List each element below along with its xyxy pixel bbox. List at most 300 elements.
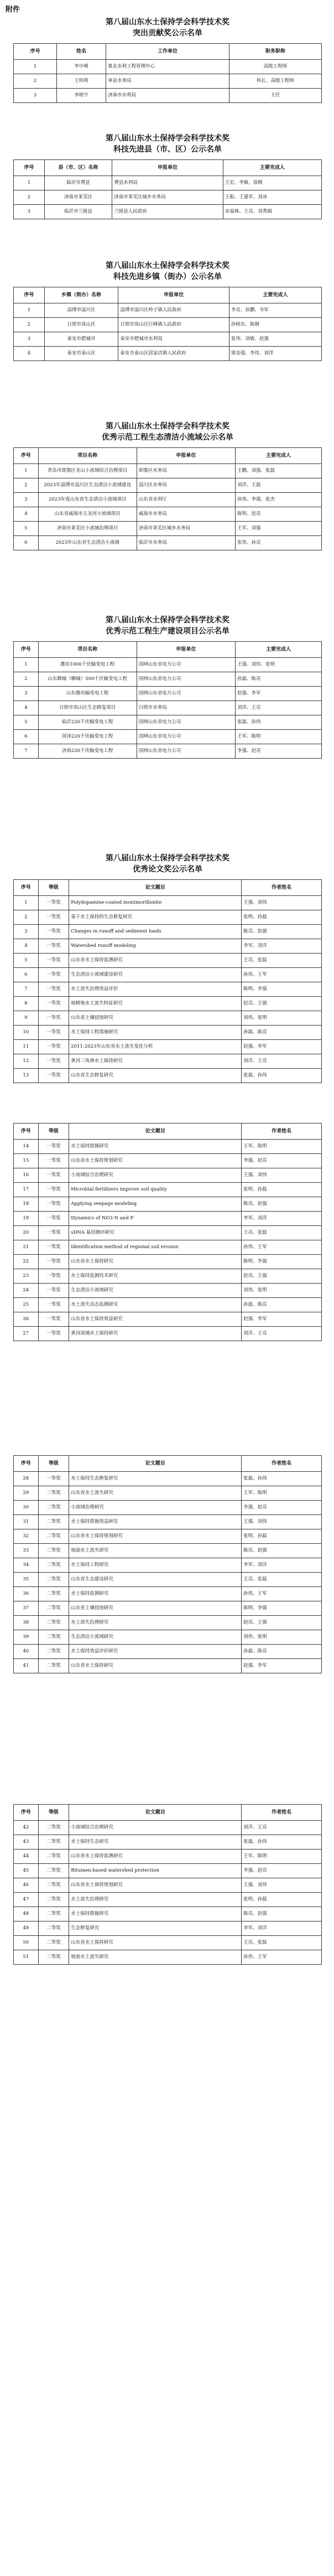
column-header: 主要完成人 [236,448,322,464]
table-cell: 二等奖 [38,1616,69,1630]
table-header-row [14,448,322,464]
table-row [14,1269,322,1284]
table-cell: 威海市水务局 [137,507,235,522]
table-cell: 水土流失治理研究 [69,1893,242,1907]
table-cell: 张磊、孙伟 [236,715,322,730]
list-table [13,1804,322,1965]
list-table [13,641,322,759]
table-cell: 二等奖 [38,1950,69,1965]
table-row [14,715,322,730]
table-row [14,176,322,190]
table-cell: 一等奖 [38,1269,69,1284]
section-title: 突出贡献奖公示名单 [133,29,202,38]
table-cell: 孙磊、陈亮 [242,1645,322,1659]
table-row [14,464,322,478]
table-cell: 二等奖 [38,1486,69,1501]
column-header: 申报单位 [112,160,223,176]
table-row [14,1298,322,1312]
table-cell: 山东省水土保持效益研究 [69,1312,242,1327]
table-cell: 23 [14,1269,39,1284]
table-cell: 淄川区水务局 [137,478,235,493]
table-header-row [14,1805,322,1821]
table-cell: 二等奖 [38,1659,69,1673]
table-cell: 水土保持工程措施研究 [69,1026,242,1040]
table-cell: 国网山东省电力公司 [137,687,235,701]
table-cell: 46 [14,1878,39,1893]
table-cell: 水土保持监测技术研究 [69,1269,242,1284]
table-cell: 16 [14,1168,39,1183]
table-cell: 一等奖 [38,1168,69,1183]
table-row [14,507,322,522]
table-cell: 一等奖 [38,1011,69,1026]
table-row [14,205,322,219]
table-cell: 王军、陈明 [236,730,322,744]
table-cell: 山东省水利厅 [137,493,235,507]
table-header-row [14,1456,322,1472]
table-cell: 12 [14,1054,39,1069]
table-header-row [14,880,322,896]
table-cell: 刘洋、王亮 [242,1821,322,1835]
table-cell: 一等奖 [38,968,69,982]
table-cell: 5 [14,715,39,730]
table-cell: 8 [14,997,39,1011]
table-cell: 刘洋、王亮 [242,1054,322,1069]
column-header: 序号 [14,1456,39,1472]
section-title: 第八届山东水土保持学会科学技术奖 [106,18,229,27]
table-cell: 水土保持措施效益研究 [69,1515,242,1529]
table-cell: 22 [14,1255,39,1269]
table-cell: 1 [14,896,39,910]
table-cell: 山东省水土流失研究 [69,1486,242,1501]
table-cell: 泰安市泰山区邱家店镇人民政府 [118,347,229,361]
table-cell: 一等奖 [38,997,69,1011]
list-table [13,287,322,361]
table-cell: 坡耕地水土流失特征研究 [69,997,242,1011]
table-cell: 17 [14,1183,39,1197]
table-row [14,1486,322,1501]
table-cell: 赵亮、王强 [242,997,322,1011]
table-cell: 42 [14,1821,39,1835]
table-row [14,1835,322,1849]
table-cell: 陈明、李强 [242,982,322,997]
column-header: 论文题目 [69,1124,242,1140]
column-header: 主要完成人 [223,160,321,176]
table-row [14,1907,322,1921]
table-cell: 51 [14,1950,39,1965]
table-header-row [14,287,322,303]
table-cell: 一等奖 [38,1026,69,1040]
column-header: 姓名 [56,44,106,60]
list-table [13,43,322,103]
table-cell: Applying seepage modeling [69,1197,242,1212]
table-cell: 张磊、孙伟 [242,1069,322,1083]
table-cell: 张磊、孙伟 [242,1835,322,1849]
column-header: 申报单位 [137,642,235,658]
table-cell: 孙伟、王军 [242,968,322,982]
table-cell: Dynamics of NO3-N and P [69,1212,242,1226]
section-clean-watershed [13,421,322,550]
table-cell: 二等奖 [38,1835,69,1849]
table-row [14,1168,322,1183]
table-cell: 31 [14,1515,39,1529]
section-title: 优秀示范工程生产建设项目公示名单 [106,627,229,636]
table-row [14,968,322,982]
table-header-row [14,1124,322,1140]
table-cell: 生态清洁小流域研究 [69,1284,242,1298]
table-row [14,1601,322,1616]
table-cell: 1 [14,176,45,190]
table-cell: 刘洋、王磊 [236,478,322,493]
table-row [14,910,322,925]
table-cell: 张明、孙磊 [242,1893,322,1907]
table-row [14,701,322,715]
table-cell: 李军、刘洋 [242,1921,322,1936]
table-cell: 40 [14,1645,39,1659]
table-cell: 李晓宇 [56,89,106,103]
table-cell: 1 [14,464,39,478]
table-cell: 4 [14,939,39,954]
table-cell: 泰安市肥城市 [44,332,118,347]
table-row [14,347,322,361]
table-cell: 7 [14,982,39,997]
table-cell: 二等奖 [38,1893,69,1907]
table-cell: 山东省水土保持监测研究 [69,1849,242,1864]
table-cell: 李亮、孙鹏、韦军 [229,303,321,318]
table-cell: 兰陵县人民政府 [112,205,223,219]
table-cell: 25 [14,1298,39,1312]
table-cell: 13 [14,1069,39,1083]
table-cell: 山东省水土保持监测研究 [69,954,242,968]
table-cell: 二等奖 [38,1573,69,1587]
table-row [14,522,322,536]
table-cell: 44 [14,1849,39,1864]
table-cell: 李强、赵亮 [242,1864,322,1878]
table-cell: 日照市岚山区巨峰镇人民政府 [118,318,229,332]
table-cell: 坡面水土流失研究 [69,1950,242,1965]
table-cell: 二等奖 [38,1821,69,1835]
table-cell: 二等奖 [38,1907,69,1921]
table-cell: 一等奖 [38,896,69,910]
table-cell: 王亮、张磊 [242,1226,322,1240]
table-cell: 李强、赵亮 [236,744,322,759]
table-cell: 生态清洁小流域研究 [69,1630,242,1645]
table-cell: 李强、赵亮 [242,1501,322,1515]
table-cell: 王强、刘伟 [242,1878,322,1893]
table-cell: 二等奖 [38,1558,69,1573]
table-cell: 国网山东省电力公司 [137,744,235,759]
table-cell: 一等奖 [38,910,69,925]
table-cell: 生态清洁小流域建设研究 [69,968,242,982]
table-row [14,1312,322,1327]
table-row [14,1645,322,1659]
table-cell: 21 [14,1240,39,1255]
table-cell: 43 [14,1835,39,1849]
section-paper-award-cont-3 [13,1800,322,1965]
table-cell: 29 [14,1486,39,1501]
table-cell: 山东省土壤侵蚀研究 [69,1601,242,1616]
table-row [14,1544,322,1558]
table-cell: 刘伟、张明 [242,1011,322,1026]
table-row [14,1936,322,1950]
table-row [14,1587,322,1601]
table-cell: 6 [14,730,39,744]
table-row [14,332,322,347]
table-row [14,1659,322,1673]
column-header: 县（市、区）名称 [44,160,112,176]
table-row [14,1284,322,1298]
table-cell: 孙伟、李强、张杰 [236,493,322,507]
section-paper-award-cont-1 [13,1119,322,1341]
column-header: 项目名称 [38,642,137,658]
table-row [14,1501,322,1515]
table-cell: 济南市莱芜区城乡水务局 [137,522,235,536]
table-cell: 泰安市泰山区 [44,347,118,361]
column-header: 职务职称 [229,44,321,60]
table-cell: 二等奖 [38,1544,69,1558]
table-cell: 孙晓东、陈刚 [229,318,321,332]
table-cell: 2 [14,478,39,493]
table-cell: 国网山东省电力公司 [137,730,235,744]
section-paper-award [13,853,322,1083]
table-cell: 济南220千伏输变电工程 [38,744,137,759]
table-cell: 小流域治理研究 [69,1501,242,1515]
table-cell: 48 [14,1907,39,1921]
table-cell: 济南市莱芜区小流域治理项目 [38,522,137,536]
column-header: 序号 [14,1805,39,1821]
table-cell: 26 [14,1312,39,1327]
column-header: 序号 [14,44,57,60]
table-cell: 基于水土保持的生态修复研究 [69,910,242,925]
table-cell: 张磊、孙伟 [242,1472,322,1486]
table-cell: 7 [14,744,39,759]
table-cell: 临沂市水务局 [137,536,235,550]
table-cell: 二等奖 [38,1645,69,1659]
table-cell: 山东省水土保持研究 [69,1659,242,1673]
table-cell: 一等奖 [38,925,69,939]
table-cell: 19 [14,1212,39,1226]
table-row [14,1154,322,1168]
table-cell: 陈明、李强 [242,1255,322,1269]
section-title: 第八届山东水土保持学会科学技术奖 [106,854,229,863]
column-header: 等级 [38,880,69,896]
table-cell: 刘伟、张明 [242,1630,322,1645]
table-cell: 一等奖 [38,1040,69,1054]
table-row [14,1226,322,1240]
table-cell: 15 [14,1154,39,1168]
table-cell: 小流域综合治理研究 [69,1821,242,1835]
table-cell: 梁金强、李伟、刘洋 [229,347,321,361]
table-cell: 6 [14,536,39,550]
table-cell: 王鹏、刘强、张磊 [236,464,322,478]
table-cell: 临沂市费县 [44,176,112,190]
table-cell: 5 [14,954,39,968]
table-cell: 王军、陈明 [242,1849,322,1864]
table-cell: 24 [14,1284,39,1298]
table-row [14,896,322,910]
table-row [14,687,322,701]
table-cell: 39 [14,1630,39,1645]
table-cell: 陈亮、赵强 [242,925,322,939]
table-cell: 国网山东省电力公司 [137,658,235,672]
table-row [14,1921,322,1936]
table-cell: 1 [14,658,39,672]
table-cell: 济南市莱芜区城乡水务局 [112,190,223,205]
table-cell: 2023年山东省生态清洁小流域 [38,536,137,550]
table-cell: 王明利 [56,74,106,89]
table-cell: 黄河流域水土保持研究 [69,1327,242,1341]
table-cell: 山东聊城（聊城）500千伏输变电工程 [38,672,137,687]
table-cell: 11 [14,1040,39,1054]
table-cell: 生态修复研究 [69,1921,242,1936]
table-cell: 一等奖 [38,1069,69,1083]
table-cell: 9 [14,1011,39,1026]
table-cell: 小流域综合治理研究 [69,1168,242,1183]
table-row [14,997,322,1011]
table-cell: 青岛市即墨区龙山小流域综合治理项目 [38,464,137,478]
column-header: 乡镇（街办）名称 [44,287,118,303]
table-row [14,74,322,89]
table-row [14,60,322,74]
table-cell: 二等奖 [38,1515,69,1529]
table-row [14,1026,322,1040]
table-cell: 4 [14,347,45,361]
column-header: 序号 [14,160,45,176]
table-cell: 山东潍坊输变电工程 [38,687,137,701]
table-cell: 2 [14,672,39,687]
list-table [13,879,322,1083]
section-advanced-township [13,260,322,361]
table-row [14,939,322,954]
table-cell: 刘洋、王亮 [242,1327,322,1341]
table-cell: 山东省生态修复研究 [69,1069,242,1083]
table-cell: 坡面水土流失研究 [69,1544,242,1558]
table-cell: 赵强、李军 [236,687,322,701]
table-cell: 一等奖 [38,1054,69,1069]
table-cell: 临沂220千伏输变电工程 [38,715,137,730]
column-header: 作者姓名 [242,1456,322,1472]
table-cell: 一等奖 [38,1298,69,1312]
table-cell: 孙磊、陈亮 [236,672,322,687]
table-cell: 李强、赵亮 [242,1154,322,1168]
table-row [14,303,322,318]
column-header: 序号 [14,642,39,658]
table-row [14,1893,322,1907]
table-cell: 王强、刘伟 [242,896,322,910]
column-header: 等级 [38,1805,69,1821]
column-header: 序号 [14,1124,39,1140]
table-row [14,1849,322,1864]
table-cell: 王强、刘伟 [242,1515,322,1529]
table-row [14,1616,322,1630]
table-cell: 4 [14,507,39,522]
table-cell: 3 [14,332,45,347]
table-cell: 37 [14,1601,39,1616]
list-table [13,1455,322,1673]
table-cell: 6 [14,968,39,982]
table-cell: 二等奖 [38,1921,69,1936]
table-cell: 陈亮、赵强 [242,1907,322,1921]
table-cell: 淄博市淄川区 [44,303,118,318]
attachment-label: 附件 [6,6,20,14]
table-row [14,190,322,205]
table-cell: 一等奖 [38,1284,69,1298]
table-cell: 一等奖 [38,1255,69,1269]
table-cell: 3 [14,925,39,939]
table-cell: 鲁北水利工程管理中心 [106,60,229,74]
table-row [14,1040,322,1054]
table-row [14,744,322,759]
table-row [14,1069,322,1083]
table-cell: 王振、王建军、刘冰 [223,190,321,205]
table-cell: 赵强、李军 [242,1040,322,1054]
table-cell: 2023年淄博市淄川区生态清洁小流域建设 [38,478,137,493]
table-cell: 34 [14,1558,39,1573]
table-cell: 3 [14,89,57,103]
table-cell: 50 [14,1936,39,1950]
table-row [14,1950,322,1965]
table-cell: 一等奖 [38,1226,69,1240]
table-cell: 47 [14,1893,39,1907]
section-title: 科技先进乡镇（街办）公示名单 [113,272,222,281]
table-cell: 刘伟、张明 [242,1284,322,1298]
table-cell: 山东省水土保持规划研究 [69,1878,242,1893]
table-row [14,954,322,968]
table-cell: 水土保持工程研究 [69,1558,242,1573]
section-contribution-award [13,17,322,103]
table-row [14,1821,322,1835]
table-row [14,318,322,332]
table-row [14,1878,322,1893]
section-title: 优秀示范工程生态清洁小流域公示名单 [102,433,233,442]
table-cell: 一等奖 [38,1183,69,1197]
column-header: 项目名称 [38,448,137,464]
table-row [14,89,322,103]
table-cell: 27 [14,1327,39,1341]
table-cell: 49 [14,1921,39,1936]
table-cell: 陈明、李强 [242,1601,322,1616]
table-cell: Watershed runoff modeling [69,939,242,954]
table-cell: 2 [14,74,57,89]
column-header: 论文题目 [69,880,242,896]
table-cell: Polydopamine-coated montmorillonite [69,896,242,910]
table-cell: 王亮、张磊 [242,1936,322,1950]
table-cell: 王强、刘伟、张明 [236,658,322,672]
table-cell: 14 [14,1140,39,1154]
table-cell: 一等奖 [38,1312,69,1327]
table-cell: 张伟、刘敏、赵强 [229,332,321,347]
table-row [14,925,322,939]
table-cell: 水土保持监测研究 [69,1587,242,1601]
table-cell: 30 [14,1501,39,1515]
table-row [14,1573,322,1587]
table-cell: 一等奖 [38,954,69,968]
column-header: 申报单位 [137,448,235,464]
table-cell: 张明、孙磊 [242,1183,322,1197]
table-cell: 费县水利局 [112,176,223,190]
table-cell: 山东省水土保持研究 [69,1936,242,1950]
table-cell: 刘洋、王亮 [236,701,322,715]
table-cell: 一等奖 [38,1327,69,1341]
table-cell: 1 [14,60,57,74]
table-cell: 王亮、张磊 [242,954,322,968]
table-cell: 李军、刘洋 [242,939,322,954]
table-cell: 日照市岚山区 [44,318,118,332]
table-row [14,1515,322,1529]
table-cell: 二等奖 [38,1849,69,1864]
table-cell: 33 [14,1544,39,1558]
column-header: 论文题目 [69,1805,242,1821]
table-cell: 高级工程师 [229,60,321,74]
